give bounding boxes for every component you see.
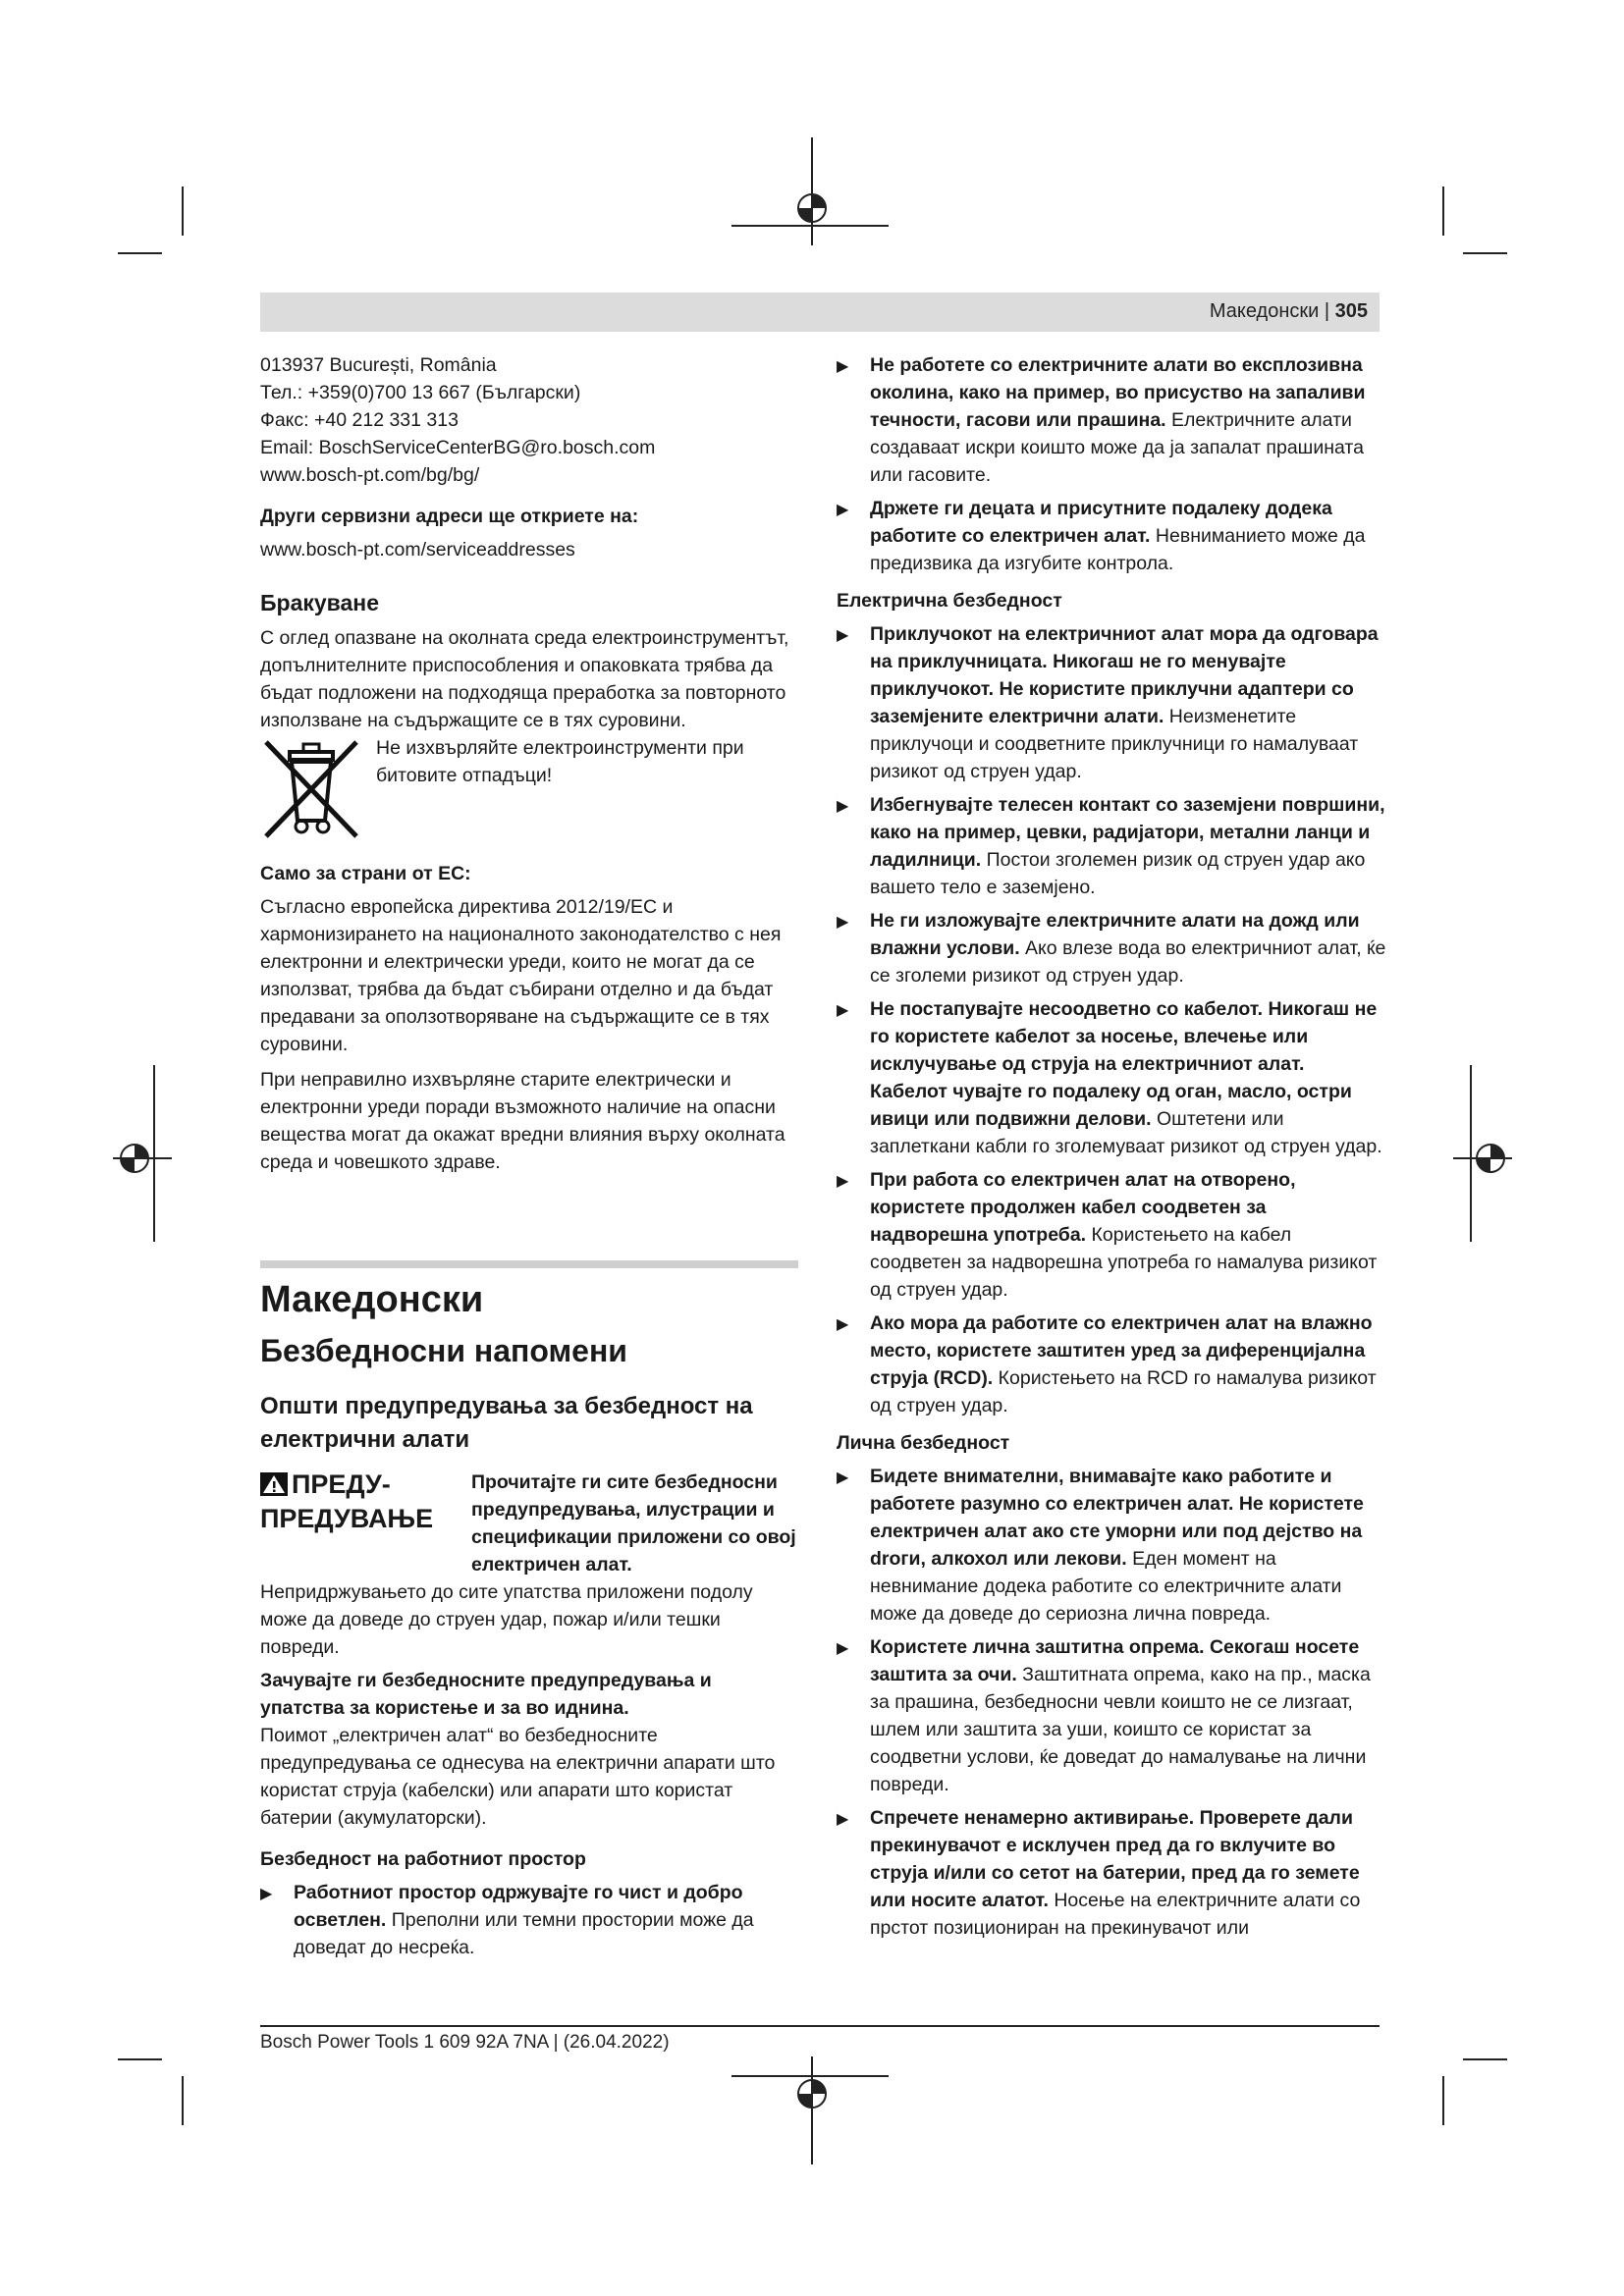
right-column [837,351,1386,1948]
registration-mark-icon [113,1065,172,1242]
bullet-bold: Ако мора да работите со електричен алат на влажно место, користете заштитен уред за диференцијална струја (RCD). [870,1312,1373,1389]
list-item [837,1633,1386,1798]
list-item [837,791,1386,901]
bullet-text: Неизменетите приклучоци и соодветните приклучници го намалуваат ризикот од струен удар. [870,706,1359,782]
bullet-bold: Не ги изложувајте електричните алати на дожд или влажни услови. [870,910,1360,959]
address-line: Email: BoschServiceCenterBG@ro.bosch.com [260,437,656,458]
other-service-url: www.bosch-pt.com/serviceaddresses [260,539,575,561]
list-item [837,1166,1386,1304]
header-section: Македонски [1209,300,1320,322]
list-item [837,495,1386,577]
crop-mark [1442,187,1444,236]
list-item [837,995,1386,1160]
warning-label-text: ПРЕДУ-ПРЕДУВАЊЕ [260,1469,434,1533]
crop-mark [118,2058,162,2060]
bullet-text: Користењето на кабел соодветен за надворешна употреба го намалува ризикот од струен удар. [870,1224,1378,1301]
address-line: 013937 București, România [260,354,497,376]
warning-label [260,1468,461,1578]
crop-mark [182,2076,184,2125]
bullet-bold: Користете лична заштитна опрема. Секогаш носете заштита за очи. [870,1636,1360,1685]
bullet-arrow-icon: ▶ [837,1173,849,1190]
bullet-arrow-icon: ▶ [837,798,849,815]
bullet-text: Преполни или темни простории може да доведат до несреќа. [294,1909,754,1958]
registration-mark-icon [731,2056,889,2164]
footer-rule [260,2025,1380,2027]
left-column [260,351,798,1967]
address-line: Факс: +40 212 331 313 [260,409,459,431]
bullet-arrow-icon: ▶ [837,502,849,518]
personal-heading: Лична безбедност [837,1432,1010,1454]
work-area-heading: Безбедност на работниот простор [260,1848,586,1870]
warning-bold-text: Прочитајте ги сите безбедносни предупредувања, илустрации и спецификации приложени со овој електричен алат. [471,1471,796,1575]
list-item [837,907,1386,989]
weee-text: Не изхвърляйте електроинструменти при битовите отпадъци! [376,737,744,786]
footer-text: Bosch Power Tools 1 609 92A 7NA | (26.04.2022) [260,2032,670,2053]
crossed-bin-icon [260,734,362,842]
bullet-arrow-icon: ▶ [837,1640,849,1657]
list-item [837,1463,1386,1628]
bullet-arrow-icon: ▶ [837,914,849,931]
bullet-bold: Не работете со електричните алати во експлозивна околина, како на пример, во присуство на запаливи течности, гасови или прашина. [870,354,1366,431]
bullet-arrow-icon: ▶ [837,1469,849,1486]
general-warnings-title: Општи предупредувања за безбедност на електрични алати [260,1393,753,1453]
bullet-arrow-icon: ▶ [837,1316,849,1333]
list-item [837,1804,1386,1942]
bullet-text: Заштитната опрема, како на пр., маска за прашина, безбедносни чевли коишто не се лизгаат, шлем или заштита за уши, коишто се користат за соодветни услови, ќе доведат до намалување на лични повреди. [870,1664,1371,1795]
registration-mark-icon [1453,1065,1512,1242]
crop-mark [118,252,162,254]
disposal-heading: Бракуване [260,590,379,615]
bullet-bold: Приклучокот на електричниот алат мора да одговара на приклучницата. Никогаш не го менувајте приклучокот. Не користите приклучни адаптери со заземјените електрични алати. [870,623,1379,727]
bullet-text: Оштетени или заплеткани кабли го зголемуваат ризикот од струен удар. [870,1108,1382,1157]
bullet-text: Користењето на RCD го намалува ризикот од струен удар. [870,1367,1377,1416]
disposal-text: С оглед опазване на околната среда електроинструментът, допълнителните приспособления и опаковката трябва да бъдат подложени на подходяща преработка за повторното използване на съдържащите се в тях суровини. [260,627,789,731]
bullet-bold: Работниот простор одржувајте го чист и добро осветлен. [294,1882,743,1931]
list-item [837,351,1386,489]
eu-text: Съгласно европейска директива 2012/19/ЕС и хармонизирането на националното законодателство с нея електронни и електрически уреди, които не могат да се използват, трябва да бъдат събирани отделно и да бъдат предавани за оползотворяване на съдържащите се в тях суровини. [260,896,782,1055]
address-line: Тел.: +359(0)700 13 667 (Български) [260,382,581,403]
bullet-bold: Спречете ненамерно активирање. Проверете дали прекинувачот е исклучен пред да го вклучите во струја и/или со сетот на батерии, пред да го земете или носите алатот. [870,1807,1360,1911]
list-item [837,620,1386,785]
crop-mark [1463,2058,1507,2060]
page-number: 305 [1334,300,1368,322]
bullet-text: Еден момент на невнимание додека работите со електричните алати може да доведе до сериозна лична повреда. [870,1548,1342,1625]
registration-mark-icon [731,137,889,245]
bullet-text: Носење на електричните алати со прстот позициониран на прекинувачот или [870,1890,1361,1939]
bullet-text: Постои зголемен ризик од струен удар ако вашето тело е заземјено. [870,849,1366,898]
keep-instructions-text: Зачувајте ги безбедносните предупредувања и упатства за користење и за во иднина. [260,1670,712,1719]
safety-title: Безбедносни напомени [260,1333,627,1368]
bullet-arrow-icon: ▶ [837,627,849,644]
bullet-bold: Бидете внимателни, внимавајте како работите и работете разумно со електричен алат. Не користете електричен алат ако сте уморни или под дејство на droги, алкохол или лекови. [870,1466,1364,1570]
bullet-bold: Избегнувајте телесен контакт со заземјени површини, како на пример, цевки, радијатори, метални ланци и ладилници. [870,794,1385,871]
bullet-arrow-icon: ▶ [837,1811,849,1828]
crop-mark [1442,2076,1444,2125]
bullet-arrow-icon: ▶ [837,358,849,375]
other-service-heading: Други сервизни адреси ще откриете на: [260,506,639,527]
language-title: Македонски [260,1279,484,1320]
section-divider [260,1260,798,1268]
bullet-bold: Држете ги децата и присутните подалеку додека работите со електричен алат. [870,498,1332,547]
improper-disposal-text: При неправилно изхвърляне старите електрически и електронни уреди поради възможното наличие на опасни вещества могат да окажат вредни влияния върху околната среда и човешкото здраве. [260,1069,785,1173]
bullet-text: Невниманието може да предизвика да изгубите контрола. [870,525,1366,574]
electrical-heading: Електрична безбедност [837,590,1062,612]
header-text: Македонски | 305 [1209,300,1368,322]
warning-triangle-icon [260,1471,288,1503]
list-item [837,1309,1386,1419]
bullet-text: Ако влезе вода во електричниот алат, ќе се зголеми ризикот од струен удар. [870,937,1386,987]
bullet-text: Електричните алати создаваат искри коишто може да ја запалат прашината или гасовите. [870,409,1364,486]
address-line: www.bosch-pt.com/bg/bg/ [260,464,480,486]
term-text: Поимот „електричен алат“ во безбедносните предупредувања се однесува на електрични апарати што користат струја (кабелски) или апарати што користат батерии (акумулаторски). [260,1725,776,1829]
bullet-bold: Не постапувајте несоодветно со кабелот. Никогаш не го користете кабелот за носење, влечење или исклучување од струја на електричниот алат. Кабелот чувајте го подалеку од оган, масло, остри ивици или подвижни делови. [870,998,1378,1130]
warning-block [260,1468,798,1578]
weee-block [260,734,798,842]
bullet-arrow-icon: ▶ [260,1886,273,1902]
page-header [260,293,1380,332]
crop-mark [1463,252,1507,254]
list-item [260,1879,798,1961]
eu-heading: Само за страни от ЕС: [260,863,471,884]
warning-text: Непридржувањето до сите упатства приложени подолу може да доведе до струен удар, пожар и/или тешки повреди. [260,1581,753,1658]
crop-mark [182,187,184,236]
bullet-arrow-icon: ▶ [837,1002,849,1019]
bullet-bold: При работа со електричен алат на отворено, користете продолжен кабел соодветен за надворешна употреба. [870,1169,1296,1246]
